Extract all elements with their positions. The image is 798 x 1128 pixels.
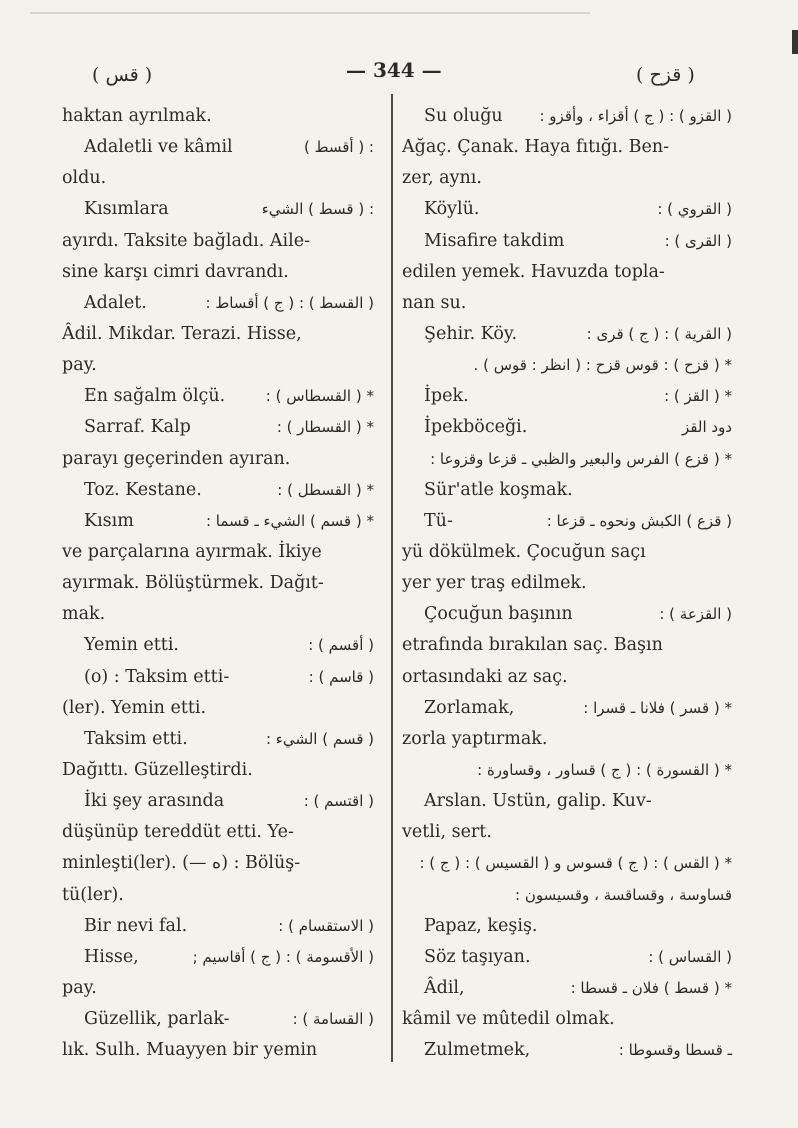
turkish-text: Toz. Kestane. [84,479,202,500]
arabic-headword: ( القزعة ) : [659,605,732,624]
turkish-text: Zulmetmek, [424,1040,531,1061]
turkish-text: Taksim etti. [84,728,188,749]
turkish-text: Zorlamak, [424,697,515,718]
dictionary-line [62,194,374,225]
arabic-headword: : ( أقسط ) [303,138,374,157]
dictionary-line [402,880,730,911]
dictionary-line [402,444,730,475]
dictionary-line [62,973,374,1004]
arabic-headword: ( الأقسومة ) : ( ج ) أقاسيم ; [192,947,374,966]
turkish-text: parayı geçerinden ayıran. [62,448,291,469]
arabic-headword: ( القساس ) : [648,947,732,966]
dictionary-line [402,257,730,288]
arabic-headword: ( أقسم ) : [308,636,374,655]
arabic-headword: ( القزو ) : ( ج ) أقزاء ، وأقزو : [539,107,732,125]
dictionary-line [402,786,730,817]
dictionary-line [62,506,374,537]
arabic-headword: * ( القسطار ) : [276,418,374,437]
dictionary-line [62,662,374,693]
dictionary-line [62,412,374,443]
arabic-headword: * ( قسر ) فلانا ـ قسرا : [583,698,732,717]
dictionary-line [402,288,730,319]
turkish-text: Söz taşıyan. [424,946,531,967]
dictionary-line [402,973,730,1004]
arabic-headword: * ( القسطاس ) : [265,387,374,406]
turkish-text: kâmil ve mûtedil olmak. [402,1009,615,1030]
dictionary-line [62,630,374,661]
turkish-text: vetli, sert. [402,822,492,843]
dictionary-line [62,537,374,568]
turkish-text: (ler). Yemin etti. [62,697,207,718]
arabic-headword: * ( القسطل ) : [277,480,374,499]
arabic-headword: ( قزع ) الكبش ونحوه ـ قزعا : [546,511,732,530]
dictionary-line [62,786,374,817]
dictionary-line [62,911,374,942]
dictionary-line [402,163,730,194]
page-number: — 344 — [346,58,442,82]
turkish-text: Güzellik, parlak- [84,1009,230,1030]
turkish-text: yer yer traş edilmek. [402,573,587,594]
arabic-headword: * ( القسورة ) : ( ج ) قساور ، وقساورة : [477,760,732,779]
dictionary-line [402,350,730,381]
dictionary-line [402,693,730,724]
turkish-text: Hisse, [84,946,139,967]
turkish-text: edilen yemek. Havuzda topla- [402,261,665,282]
page-edge-mark [792,30,798,54]
header-right-keyword: ( قزح ) [636,64,695,86]
page-header [0,58,798,92]
dictionary-line [402,101,730,132]
turkish-text: tü(ler). [62,884,124,905]
dictionary-line [62,755,374,786]
arabic-headword: ( اقتسم ) : [303,792,374,811]
dictionary-line [402,132,730,163]
dictionary-line [62,693,374,724]
dictionary-line [62,880,374,911]
dictionary-line [62,381,374,412]
arabic-headword: ( الاستقسام ) : [278,916,374,935]
dictionary-line [62,101,374,132]
turkish-text: Kısımlara [84,199,169,220]
dictionary-line [402,724,730,755]
header-left-keyword: ( قس ) [92,64,153,86]
dictionary-line [62,724,374,755]
dictionary-line [402,506,730,537]
turkish-text: Su oluğu [424,106,503,126]
arabic-headword: دود القز [682,418,732,437]
left-column [62,101,374,1066]
column-divider [391,94,393,1062]
dictionary-line [402,942,730,973]
dictionary-line [62,163,374,194]
arabic-headword: ـ قسطا وقسوطا : [618,1041,732,1060]
turkish-text: yü dökülmek. Çocuğun saçı [402,541,646,562]
dictionary-line [62,848,374,879]
dictionary-line [402,662,730,693]
turkish-text: sine karşı cimri davrandı. [62,261,289,282]
arabic-headword: ( القرية ) : ( ج ) قرى : [586,324,732,343]
turkish-text: (o) : Taksim etti- [84,666,230,687]
turkish-text: En sağalm ölçü. [84,386,226,407]
turkish-text: lık. Sulh. Muayyen bir yemin [62,1040,318,1061]
turkish-text: Yemin etti. [84,635,179,656]
arabic-headword: ( القرى ) : [664,231,732,250]
turkish-text: oldu. [62,168,107,189]
dictionary-line [402,475,730,506]
dictionary-line [402,1004,730,1035]
turkish-text: pay. [62,355,97,376]
turkish-text: Adaletli ve kâmil [84,137,233,158]
dictionary-line [402,848,730,879]
arabic-headword: ( القسط ) : ( ج ) أقساط : [205,293,374,312]
dictionary-line [402,817,730,848]
turkish-text: İki şey arasında [84,791,225,812]
dictionary-line [402,381,730,412]
turkish-text: İpekböceği. [424,417,528,438]
dictionary-line [402,599,730,630]
turkish-text: Kısım [84,510,134,531]
turkish-text: Dağıttı. Güzelleştirdi. [62,759,253,780]
turkish-text: Tü- [424,510,453,531]
turkish-text: İpek. [424,386,469,407]
dictionary-line [62,288,374,319]
turkish-text: mak. [62,604,106,625]
dictionary-line [402,194,730,225]
arabic-headword: * ( القز ) : [664,387,732,406]
dictionary-line [402,226,730,257]
turkish-text: ayırdı. Taksite bağladı. Aile- [62,230,310,251]
dictionary-line [62,319,374,350]
turkish-text: Köylü. [424,199,480,220]
turkish-text: nan su. [402,292,467,313]
turkish-text: ve parçalarına ayırmak. İkiye [62,541,322,562]
turkish-text: Âdil. Mikdar. Terazi. Hisse, [62,323,302,344]
turkish-text: ortasındaki az saç. [402,666,568,687]
arabic-headword: قساوسة ، وقساقسة ، وقسيسون : [515,885,732,904]
turkish-text: düşünüp tereddüt etti. Ye- [62,822,294,843]
turkish-text: Bir nevi fal. [84,915,188,936]
arabic-headword: * ( القس ) : ( ج ) قسوس و ( القسيس ) : ( ج ) : [419,854,732,873]
arabic-headword: ( القروي ) : [657,200,732,219]
turkish-text: Şehir. Köy. [424,323,518,344]
dictionary-line [62,475,374,506]
arabic-headword: * ( قزع ) الفرس والبعير والظبي ـ قزعا وقزوعا : [430,449,732,468]
dictionary-line [402,911,730,942]
turkish-text: ayırmak. Bölüştürmek. Dağıt- [62,573,324,594]
arabic-headword: ( قاسم ) : [308,667,374,686]
turkish-text: Papaz, keşiş. [424,915,538,936]
dictionary-line [62,817,374,848]
dictionary-line [402,319,730,350]
arabic-headword: ( قسم ) الشيء : [265,729,374,748]
top-edge-rule [30,12,590,14]
right-column [402,101,730,1066]
dictionary-line [62,942,374,973]
turkish-text: Sarraf. Kalp [84,417,191,438]
arabic-headword: * ( قزح ) : قوس قزح : ( انظر : قوس ) . [473,356,732,375]
turkish-text: Adalet. [84,292,147,313]
arabic-headword: ( القسامة ) : [292,1010,374,1029]
dictionary-line [402,755,730,786]
dictionary-line [62,350,374,381]
dictionary-line [62,1004,374,1035]
arabic-headword: : ( قسط ) الشيء [261,200,374,219]
dictionary-line [62,257,374,288]
turkish-text: pay. [62,977,97,998]
turkish-text: etrafında bırakılan saç. Başın [402,635,663,656]
dictionary-line [62,132,374,163]
dictionary-line [62,226,374,257]
dictionary-line [62,568,374,599]
dictionary-line [402,568,730,599]
arabic-headword: * ( قسم ) الشيء ـ قسما : [205,511,374,530]
dictionary-line [402,630,730,661]
dictionary-line [62,444,374,475]
turkish-text: minleşti(ler). (— ه) : Bölüş- [62,853,301,874]
dictionary-line [62,1035,374,1066]
arabic-headword: * ( قسط ) فلان ـ قسطا : [570,978,732,997]
turkish-text: Misafire takdim [424,230,565,251]
turkish-text: Ağaç. Çanak. Haya fıtığı. Ben- [402,137,670,158]
dictionary-line [62,599,374,630]
dictionary-line [402,537,730,568]
turkish-text: Sür'atle koşmak. [424,479,573,500]
turkish-text: Âdil, [424,977,465,998]
turkish-text: Çocuğun başının [424,604,573,625]
turkish-text: haktan ayrılmak. [62,106,212,126]
turkish-text: zorla yaptırmak. [402,728,548,749]
dictionary-line [402,1035,730,1066]
turkish-text: zer, aynı. [402,168,482,189]
turkish-text: Arslan. Ustün, galip. Kuv- [424,791,652,812]
dictionary-line [402,412,730,443]
